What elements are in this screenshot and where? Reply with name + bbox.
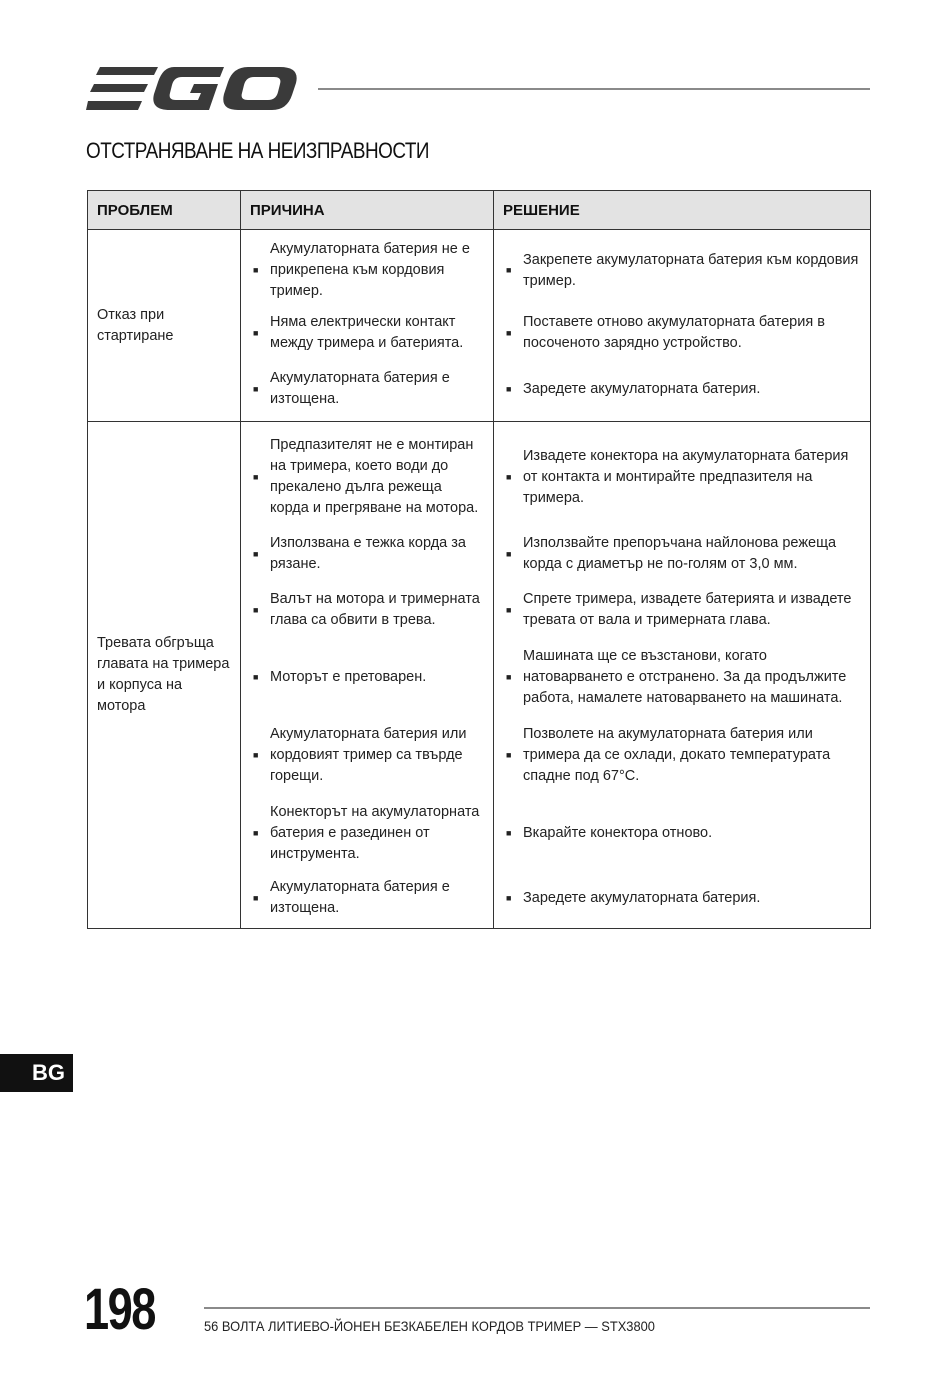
cause-item xyxy=(253,582,483,638)
page-number: 198 xyxy=(84,1277,155,1342)
square-bullet-icon: ■ xyxy=(506,604,512,615)
solution-text: Спрете тримера, извадете батерията и извадете тревата от вала и тримерната глава. xyxy=(523,591,852,628)
solution-text: Поставете отново акумулаторната батерия в посоченото зарядно устройство. xyxy=(523,314,825,351)
square-bullet-icon: ■ xyxy=(253,548,259,559)
square-bullet-icon: ■ xyxy=(253,892,259,903)
solution-text: Закрепете акумулаторната батерия към кордовия тример. xyxy=(523,251,859,289)
square-bullet-icon: ■ xyxy=(506,471,512,482)
cause-text: Акумулаторната батерия е изтощена. xyxy=(270,879,450,916)
cause-item xyxy=(253,428,483,526)
cause-text: Акумулаторната батерия или кордовият тример са твърде горещи. xyxy=(270,725,467,784)
solution-item xyxy=(506,305,860,361)
solution-cell xyxy=(494,422,871,929)
square-bullet-icon: ■ xyxy=(253,749,259,760)
solution-item xyxy=(506,428,860,526)
square-bullet-icon: ■ xyxy=(253,327,259,338)
header-solution: РЕШЕНИЕ xyxy=(494,191,871,230)
cause-text: Моторът е претоварен. xyxy=(270,668,427,685)
solution-text: Вкарайте конектора отново. xyxy=(523,824,713,841)
cause-cell xyxy=(241,230,494,422)
cause-item xyxy=(253,716,483,794)
cause-text: Предпазителят не е монтиран на тримера, което води до прекалено дълга режеща корда и прегряване на мотора. xyxy=(270,437,479,516)
solution-item xyxy=(506,794,860,872)
solution-item xyxy=(506,236,860,305)
problem-cell: Тревата обгръща главата на тримера и корпуса на мотора xyxy=(88,422,241,929)
cause-item xyxy=(253,794,483,872)
cause-text: Валът на мотора и тримерната глава са обвити в трева. xyxy=(270,591,480,628)
cause-item xyxy=(253,361,483,417)
page-title: ОТСТРАНЯВАНЕ НА НЕИЗПРАВНОСТИ xyxy=(86,138,429,163)
ego-logo xyxy=(86,64,300,114)
table-row xyxy=(88,230,871,422)
solution-item xyxy=(506,582,860,638)
language-tab-label: BG xyxy=(32,1060,65,1085)
troubleshooting-table xyxy=(87,190,871,929)
footer-text: 56 ВОЛТА ЛИТИЕВО-ЙОНЕН БЕЗКАБЕЛЕН КОРДОВ ТРИМЕР — STX3800 xyxy=(204,1318,655,1334)
solution-item xyxy=(506,361,860,417)
square-bullet-icon: ■ xyxy=(506,265,512,275)
table-header-row xyxy=(88,191,871,230)
solution-item xyxy=(506,716,860,794)
cause-item xyxy=(253,526,483,582)
table-row xyxy=(88,422,871,929)
square-bullet-icon: ■ xyxy=(253,471,259,482)
problem-cell: Отказ при стартиране xyxy=(88,230,241,422)
solution-text: Извадете конектора на акумулаторната батерия от контакта и монтирайте предпазителя на тримера. xyxy=(523,447,849,506)
cause-text: Акумулаторната батерия е изтощена. xyxy=(270,370,450,407)
solution-text: Заредете акумулаторната батерия. xyxy=(523,889,761,906)
solution-text: Машината ще се възстанови, когато натоварването е отстранено. За да продължите работа, намалете натоварването на машината. xyxy=(523,647,847,706)
solution-cell xyxy=(494,230,871,422)
solution-text: Използвайте препоръчана найлонова режеща корда с диаметър не по-голям от 3,0 мм. xyxy=(523,535,837,572)
square-bullet-icon: ■ xyxy=(506,671,512,682)
square-bullet-icon: ■ xyxy=(506,892,512,903)
solution-item xyxy=(506,638,860,716)
square-bullet-icon: ■ xyxy=(253,604,259,615)
solution-item xyxy=(506,526,860,582)
header-rule xyxy=(318,88,870,90)
solution-text: Заредете акумулаторната батерия. xyxy=(523,380,761,397)
square-bullet-icon: ■ xyxy=(253,265,259,275)
cause-text: Конекторът на акумулаторната батерия е разединен от инструмента. xyxy=(270,803,480,862)
square-bullet-icon: ■ xyxy=(506,548,512,559)
square-bullet-icon: ■ xyxy=(506,383,512,394)
cause-item xyxy=(253,638,483,716)
square-bullet-icon: ■ xyxy=(253,671,259,682)
header-cause: ПРИЧИНА xyxy=(241,191,494,230)
square-bullet-icon: ■ xyxy=(253,383,259,394)
square-bullet-icon: ■ xyxy=(506,749,512,760)
footer-rule xyxy=(204,1307,870,1309)
square-bullet-icon: ■ xyxy=(253,827,259,838)
cause-text: Използвана е тежка корда за рязане. xyxy=(270,535,466,572)
solution-text: Позволете на акумулаторната батерия или тримера да се охлади, докато температурата спадне под 67°C. xyxy=(523,725,831,784)
cause-item xyxy=(253,872,483,924)
cause-text: Няма електрически контакт между тримера и батерията. xyxy=(270,314,464,351)
header-problem: ПРОБЛЕМ xyxy=(88,191,241,230)
square-bullet-icon: ■ xyxy=(506,827,512,838)
solution-item xyxy=(506,872,860,924)
cause-cell xyxy=(241,422,494,929)
square-bullet-icon: ■ xyxy=(506,327,512,338)
cause-item xyxy=(253,236,483,305)
cause-text: Акумулаторната батерия не е прикрепена към кордовия тример. xyxy=(270,241,470,299)
cause-item xyxy=(253,305,483,361)
